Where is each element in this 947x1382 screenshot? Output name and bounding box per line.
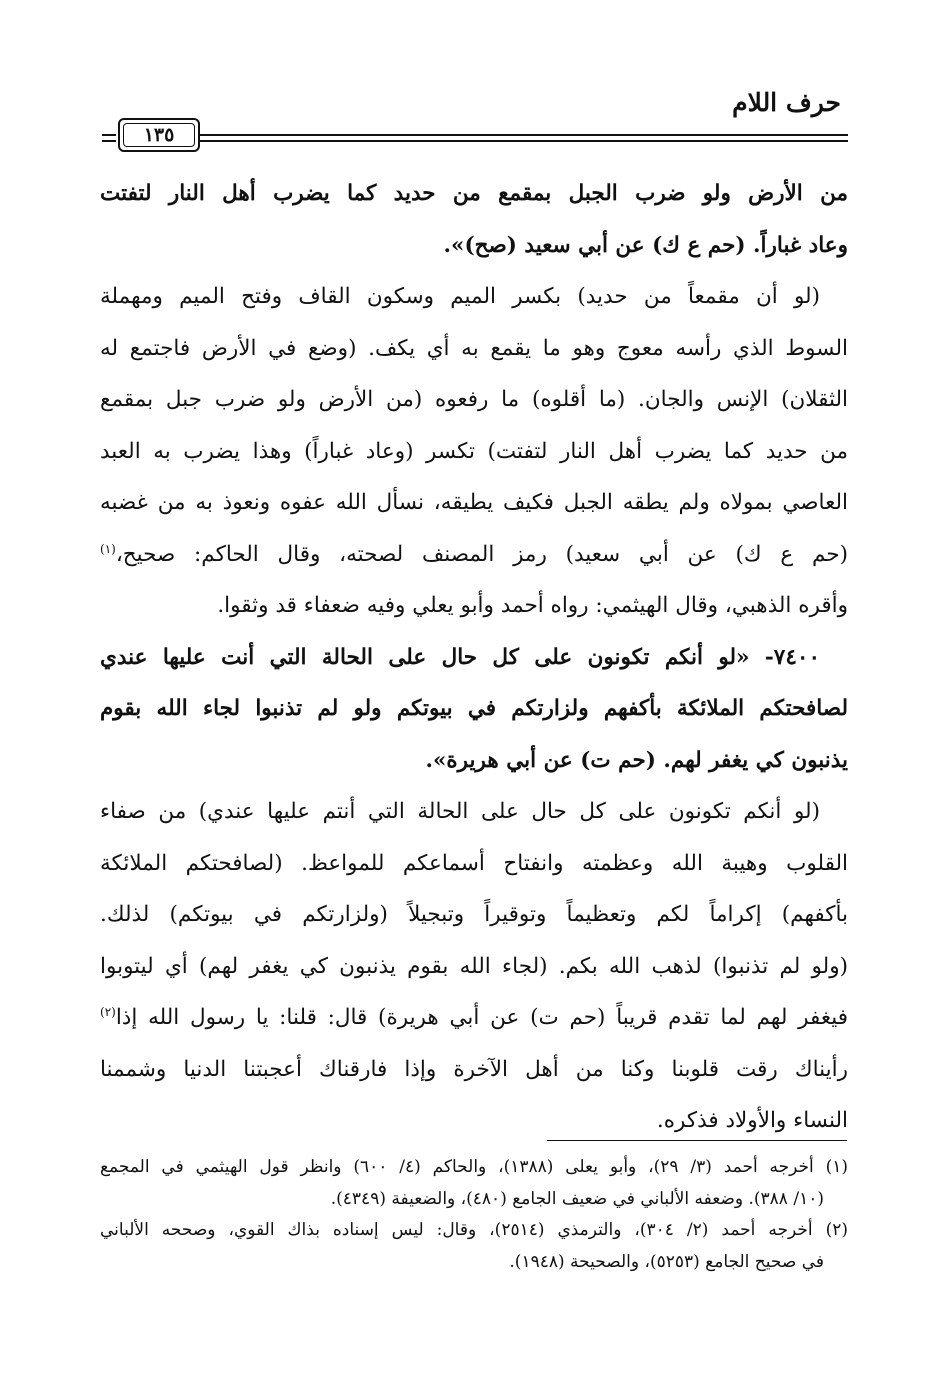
- footnote-ref-2: (٢): [100, 1004, 116, 1019]
- text-line: النساء والأولاد فذكره.: [656, 1108, 848, 1133]
- footnote-line: (٢) أخرجه أحمد (٢/ ٣٠٤)، والترمذي (٢٥١٤)، وقال: ليس إسناده بذاك القوي، وصححه الألباني: [100, 1220, 848, 1240]
- text-line: وأقره الذهبي، وقال الهيثمي: رواه أحمد وأبو يعلي وفيه ضعفاء قد وثقوا.: [217, 593, 848, 618]
- text-line: من الأرض ولو ضرب الجبل بمقمع من حديد كما يضرب أهل النار لتفتت: [100, 181, 848, 206]
- text-line: (ولو لم تذنبوا) لذهب الله بكم. (لجاء الله بقوم يذنبون كي يغفر لهم) أي ليتوبوا: [100, 953, 848, 979]
- header-rule: [100, 118, 848, 152]
- footnote-line: في صحيح الجامع (٥٢٥٣)، والصحيحة (١٩٤٨).: [509, 1251, 824, 1272]
- text-line: لصافحتكم الملائكة بأكفهم ولزارتكم في بيوتكم ولو لم تذنبوا لجاء الله بقوم: [100, 696, 848, 721]
- text-line: وعاد غباراً. (حم ع ك) عن أبي سعيد (صح)».: [443, 232, 848, 258]
- main-text: [100, 168, 848, 1147]
- page-number: ١٣٥: [123, 123, 195, 147]
- text-line: يذنبون كي يغفر لهم. (حم ت) عن أبي هريرة».: [425, 747, 848, 773]
- double-rule-line: [198, 134, 848, 142]
- text-line: من حديد كما يضرب أهل النار لتفتت) تكسر (وعاد غباراً) وهذا يضرب به العبد: [100, 438, 848, 464]
- page-number-frame: [118, 118, 200, 152]
- text-line: (لو أن مقمعاً من حديد) بكسر الميم وسكون القاف وفتح الميم ومهملة: [100, 284, 820, 309]
- hadith-number-line: ٧٤٠٠- «لو أنكم تكونون على كل حال على الحالة التي أنت عليها عندي: [100, 644, 820, 670]
- text-segment: (حم ع ك) عن أبي سعيد) رمز المصنف لصحته، وقال الحاكم: صحيح،: [115, 541, 848, 567]
- footnote-line: (١٠/ ٣٨٨). وضعفه الألباني في ضعيف الجامع (٤٨٠)، والضعيفة (٤٣٤٩).: [330, 1188, 824, 1209]
- chapter-title: حرف اللام: [732, 88, 841, 117]
- footnote-separator: [547, 1140, 847, 1141]
- rule-end-mark: [102, 134, 116, 142]
- text-line: العاصي بمولاه ولم يطقه الجبل فكيف يطيقه، نسأل الله عفوه ونعوذ به من غضبه: [100, 490, 848, 515]
- text-line: السوط الذي رأسه معوج وهو ما يقمع به أي يكف. (وضع في الأرض فاجتمع له: [100, 335, 848, 361]
- text-line: الثقلان) الإنس والجان. (ما أقلوه) ما رفعوه (من الأرض ولو ضرب جبل بمقمع: [100, 387, 848, 412]
- text-line-with-ref: [100, 992, 848, 1044]
- footnote-ref-1: (١): [100, 541, 116, 556]
- text-line: بأكفهم) إكراماً لكم وتعظيماً وتوقيراً وتبجيلاً (ولزارتكم في بيوتكم) لذلك.: [100, 902, 848, 927]
- text-line: القلوب وهيبة الله وعظمته وانفتاح أسماعكم للمواعظ. (لصافحتكم الملائكة: [100, 850, 848, 876]
- text-line: (لو أنكم تكونون على كل حال على الحالة التي أنتم عليها عندي) من صفاء: [100, 799, 820, 824]
- text-line: رأيناك رقت قلوبنا وكنا من أهل الآخرة وإذا فارقناك أعجبتنا الدنيا وشممنا: [100, 1056, 848, 1082]
- footnotes: [100, 1152, 848, 1278]
- footnote-line: (١) أخرجه أحمد (٣/ ٢٩)، وأبو يعلى (١٣٨٨)، والحاكم (٤/ ٦٠٠) وانظر قول الهيثمي في المجمع: [100, 1157, 848, 1177]
- text-line-with-ref: [100, 529, 848, 581]
- text-segment: فيغفر لهم لما تقدم قريباً (حم ت) عن أبي هريرة) قال: قلنا: يا رسول الله إذا: [115, 1005, 848, 1030]
